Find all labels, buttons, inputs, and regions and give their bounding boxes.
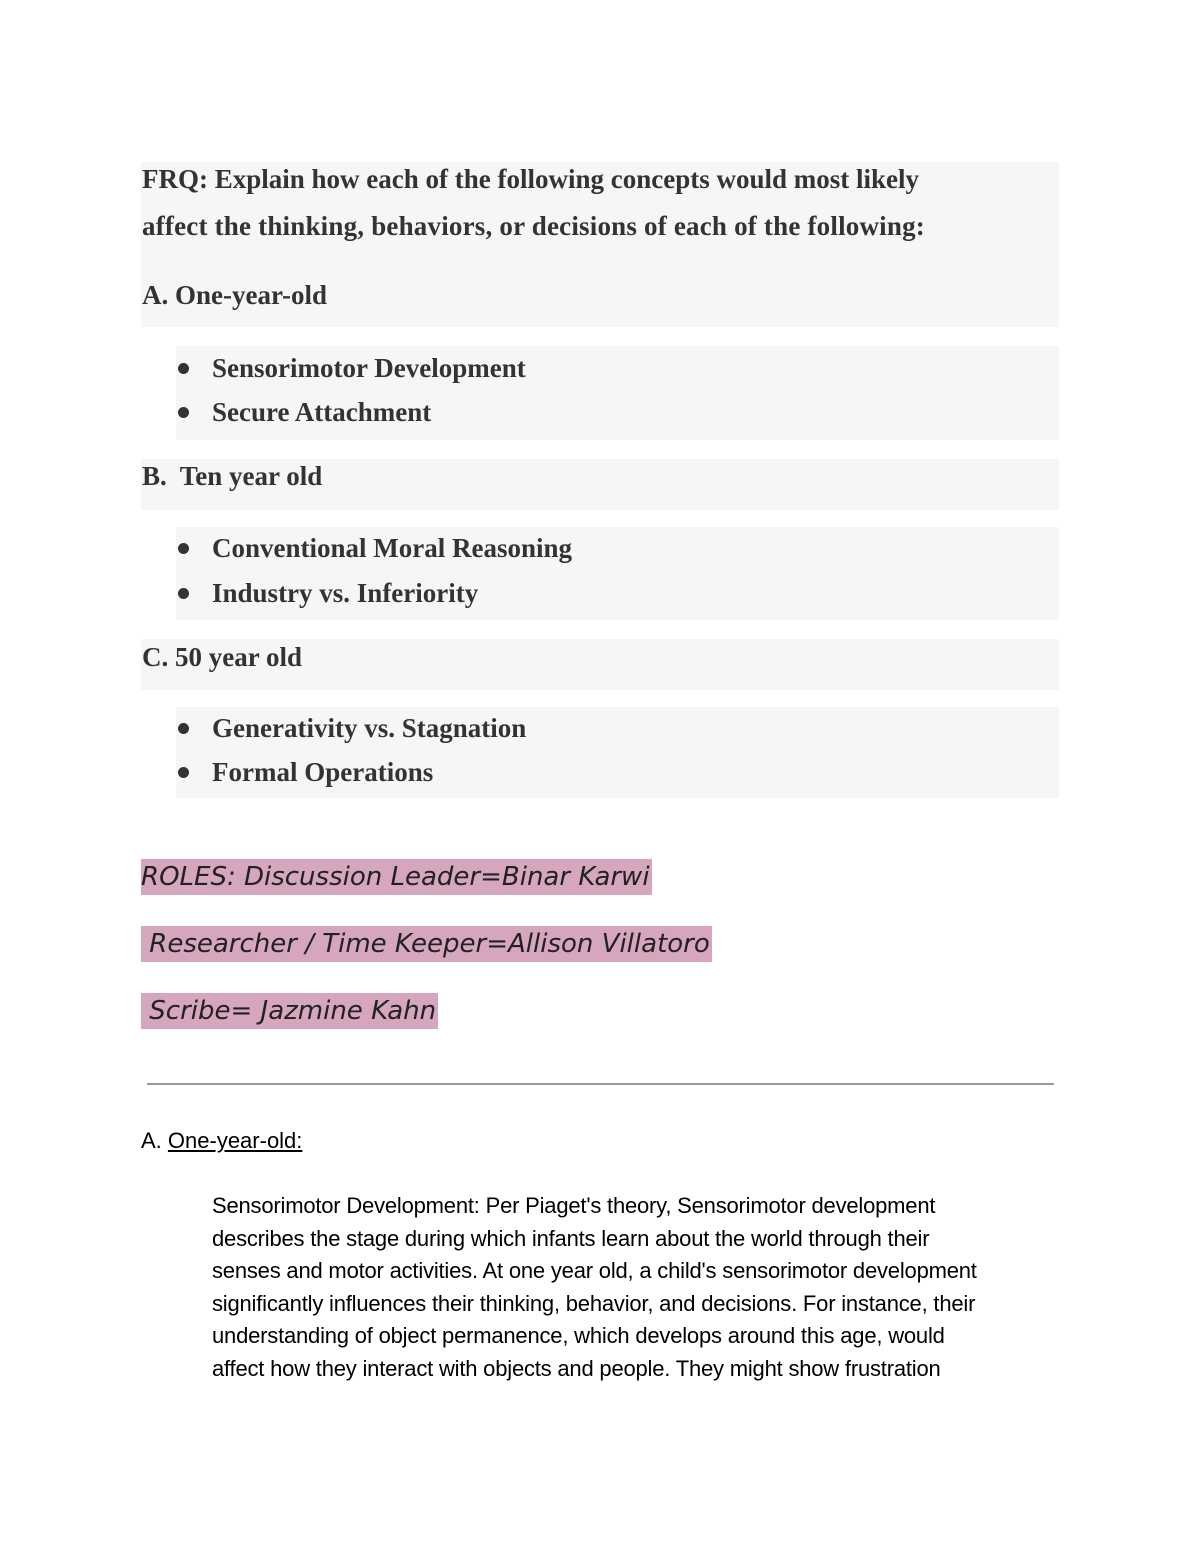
- roles-researcher-time-keeper: Researcher / Time Keeper=Allison Villatoro: [141, 926, 712, 962]
- bullet-icon: [178, 543, 189, 554]
- section-c-heading: C. 50 year old: [142, 642, 302, 672]
- list-item-label: Formal Operations: [212, 757, 434, 787]
- bullet-icon: [178, 723, 189, 734]
- list-item: [178, 353, 526, 384]
- paragraph-line: understanding of object permanence, which develops around this age, would: [212, 1323, 945, 1348]
- paragraph-line: affect how they interact with objects and people. They might show frustration: [212, 1355, 941, 1381]
- section-a-heading: A. One-year-old: [142, 280, 327, 310]
- bullet-icon: [178, 767, 189, 778]
- section-b-heading: B. Ten year old: [142, 461, 323, 491]
- answer-heading: [141, 1128, 302, 1154]
- list-item-label: Sensorimotor Development: [212, 353, 526, 383]
- answer-paragraph: [212, 1190, 1062, 1385]
- bullet-icon: [178, 407, 189, 418]
- list-item-label: Conventional Moral Reasoning: [212, 533, 573, 563]
- paragraph-line: senses and motor activities. At one year old, a child's sensorimotor development: [212, 1258, 977, 1283]
- paragraph-line: describes the stage during which infants learn about the world through their: [212, 1225, 930, 1251]
- list-item: [178, 533, 572, 564]
- horizontal-divider: [147, 1083, 1054, 1085]
- paragraph-line: Sensorimotor Development: Per Piaget's theory, Sensorimotor development: [212, 1193, 936, 1218]
- roles-scribe: Scribe= Jazmine Kahn: [141, 993, 438, 1029]
- paragraph-line: significantly influences their thinking, behavior, and decisions. For instance, their: [212, 1290, 976, 1316]
- frq-line-2: affect the thinking, behaviors, or decisions of each of the following:: [142, 211, 925, 241]
- section-c-block: [141, 639, 1059, 690]
- section-b-block: [141, 459, 1059, 510]
- roles-discussion-leader: ROLES: Discussion Leader=Binar Karwi: [141, 859, 652, 895]
- list-item-label: Generativity vs. Stagnation: [212, 713, 527, 743]
- list-item: [178, 713, 526, 744]
- frq-block: [141, 162, 1059, 327]
- list-item-label: Secure Attachment: [212, 397, 432, 427]
- bullet-icon: [178, 588, 189, 599]
- list-item: [178, 397, 431, 428]
- answer-prefix: A.: [141, 1128, 168, 1153]
- answer-heading-label: One-year-old:: [167, 1128, 303, 1153]
- list-item: [178, 578, 478, 609]
- list-item: [178, 757, 433, 788]
- bullet-icon: [178, 363, 189, 374]
- list-item-label: Industry vs. Inferiority: [212, 578, 479, 608]
- frq-line-1: FRQ: Explain how each of the following concepts would most likely: [142, 164, 920, 194]
